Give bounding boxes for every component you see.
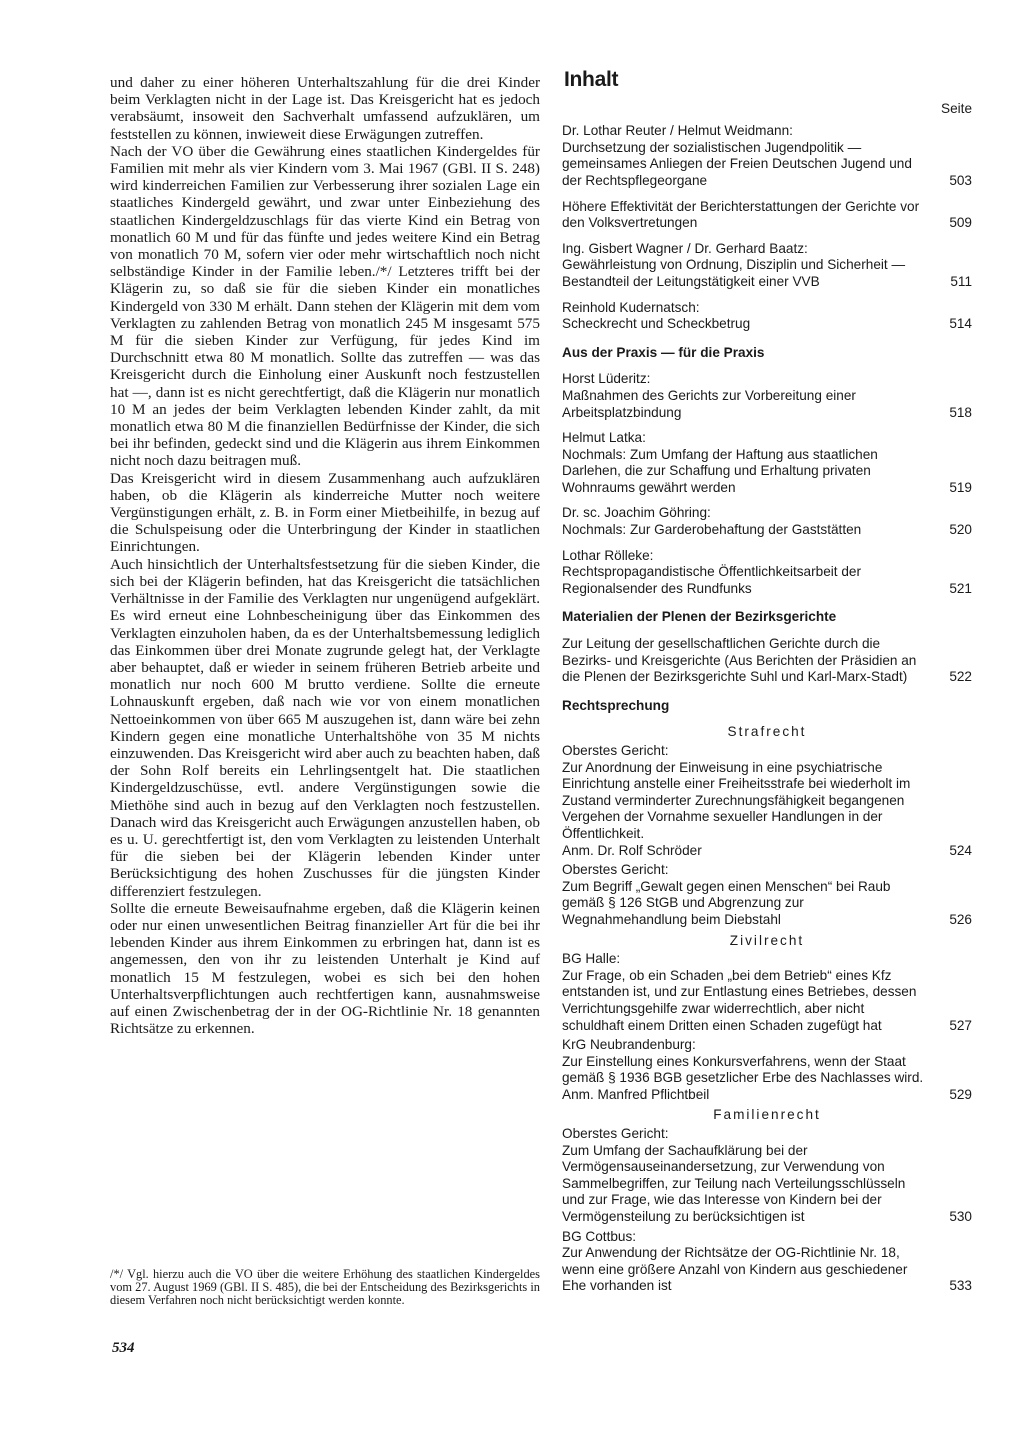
toc-section-heading: Rechtsprechung (562, 697, 670, 713)
footnote: /*/ Vgl. hierzu auch die VO über die weitere Erhöhung des staatlichen Kindergeldes vom 27. August 1969 (GBl. II S. 485), die bei der Entscheidung des Bezirksgerichts in diesem Verfahren noch nicht berücksichtigt werden konnte. (110, 1267, 540, 1308)
toc-page-number: 518 (949, 404, 972, 420)
toc-subsection-heading: Strafrecht (727, 724, 807, 740)
toc-page-number: 529 (949, 1086, 972, 1102)
toc-entry[interactable] (562, 743, 972, 859)
toc-entry[interactable] (562, 636, 972, 686)
toc-author: Helmut Latka: (562, 430, 646, 446)
toc-subsection-heading: Zivilrecht (729, 932, 805, 948)
toc-author: Horst Lüderitz: (562, 371, 651, 387)
toc-page-number: 533 (949, 1278, 972, 1294)
toc-entry[interactable] (562, 951, 972, 1034)
toc-entry-title: Rechtspropagandistische Öffentlichkeitsarbeit der Regionalsender des Rundfunks (562, 564, 861, 596)
toc-entry-title: Scheckrecht und Scheckbetrug (562, 316, 751, 332)
article-text-column (110, 74, 540, 1037)
toc-entry-title: Zur Leitung der gesellschaftlichen Gerichte durch die Bezirks- und Kreisgerichte (Aus Berichten der Präsidien an die Plenen der Bezirksgerichte Suhl und Karl-Marx-Stadt) (562, 636, 917, 685)
toc-entry-title: Zur Frage, ob ein Schaden „bei dem Betrieb“ eines Kfz entstanden ist, und zur Entlastung eines Betriebes, dessen Verrichtungsgehilfe zwar widerrechtlich, aber nicht schuldhaft einem Dritten einen Schaden zugefügt hat (562, 967, 917, 1033)
toc-section-heading: Aus der Praxis — für die Praxis (562, 344, 765, 360)
toc-page-number: 503 (949, 172, 972, 188)
toc-author: Lothar Rölleke: (562, 547, 654, 563)
paragraph: Auch hinsichtlich der Unterhaltsfestsetzung für die sieben Kinder, die sich bei der Klägerin befinden, hat das Kreisgericht die tatsächlichen Verhältnisse in der Familie des Verklagten nur ungenügend aufgeklärt. Es wird erneut eine Lohnbescheinigung über das Einkommen des Verklagten einzuholen haben, da es der Unterhaltsbemessung lediglich das Einkommen über drei Monate zugrunde gelegt hat, der Verklagte aber behauptet, daß er wieder in seinem früheren Betrieb arbeite und monatlich nur noch 600 M brutto verdiene. Sollte die erneute Lohnauskunft ergeben, daß nach wie vor von einem monatlichen Nettoeinkommen von über 665 M auszugehen ist, dann wäre bei zehn Kindern gegen eine monatliche Unterhaltshöhe von 35 M nichts einzuwenden. Das Kreisgericht wird aber auch zu beachten haben, daß der Sohn Rolf bereits ein Lehrlingsentgelt hat. Die staatlichen Kindergeldzuschüsse, evtl. andere Vergünstigungen sowie die Miethöhe sind auch in bezug auf den Verklagten noch festzustellen. Danach wird das Kreisgericht auch Erwägungen anzustellen haben, ob es u. U. gerechtfertigt ist, den vom Verklagten zu leistenden Unterhalt für die sieben bei der Klägerin lebenden Kinder unter Berücksichtigung des hohen Zuschusses für die jüngsten Kinder differenziert festzulegen. (110, 555, 540, 900)
toc-entry[interactable] (562, 1037, 972, 1103)
toc-annotation: Anm. Dr. Rolf Schröder (562, 842, 702, 858)
toc-court: Oberstes Gericht: (562, 1126, 669, 1142)
toc-entry[interactable] (562, 862, 972, 928)
toc-entry-title: Nochmals: Zum Umfang der Haftung aus staatlichen Darlehen, die zur Schaffung und Erhaltung privaten Wohnraums gewährt werden (562, 446, 878, 495)
toc-entry[interactable] (562, 300, 972, 333)
table-of-contents (562, 68, 972, 1298)
toc-author: Ing. Gisbert Wagner / Dr. Gerhard Baatz: (562, 240, 808, 256)
toc-entry[interactable] (562, 548, 972, 598)
toc-annotation: Anm. Manfred Pflichtbeil (562, 1086, 710, 1102)
toc-court: BG Cottbus: (562, 1228, 637, 1244)
page-number: 534 (112, 1340, 135, 1356)
toc-court: Oberstes Gericht: (562, 743, 669, 758)
toc-entry-title: Durchsetzung der sozialistischen Jugendpolitik — gemeinsames Anliegen der Freien Deutschen Jugend und der Rechtspflegeorgane (562, 139, 912, 188)
toc-page-number: 519 (949, 479, 972, 495)
toc-entry[interactable] (562, 1229, 972, 1295)
paragraph: Nach der VO über die Gewährung eines staatlichen Kindergeldes für Familien mit mehr als vier Kindern vom 3. Mai 1967 (GBl. II S. 248) wird kinderreichen Familien zur Verbesserung ihrer sozialen Lage ein staatliches Kindergeld gewährt, und zwar unter Einbeziehung des staatlichen Kindergeldzuschlags für das vierte Kind ein Betrag von monatlich 60 M und für das fünfte und jedes weitere Kind ein Betrag von monatlich 70 M, sofern vier oder mehr wirtschaftlich noch nicht selbständige Kinder in der Familie leben./*/ Letzteres trifft bei der Klägerin zu, so daß sie für die sieben Kinder ein monatliches Kindergeld von 330 M erhält. Dann stehen der Klägerin mit dem vom Verklagten zu zahlenden Betrag von monatlich 245 M insgesamt 575 M für die sieben Kinder zur Verfügung, für jedes Kind im Durchschnitt etwa 80 M monatlich. Sollte das zutreffen — was das Kreisgericht durch die Einholung einer Auskunft noch festzustellen hat —, dann ist es nicht gerechtfertigt, daß die Klägerin nur monatlich 10 M an jedes der beim Verklagten lebenden Kinder zahlt, da mit monatlich etwa 80 M die finanziellen Bedürfnisse der Kinder, die sich bei ihr befinden, gedeckt sind und die Klägerin aus ihrem Einkommen nicht noch dazu beitragen muß. (110, 142, 540, 470)
toc-entry[interactable] (562, 1126, 972, 1226)
paragraph: Das Kreisgericht wird in diesem Zusammenhang auch aufzuklären haben, ob die Klägerin als kinderreiche Mutter noch weitere Vergünstigungen erhält, z. B. in Form einer Mietbeihilfe, in bezug auf die Schulspeisung oder die Unterbringung der Kinder in staatlichen Einrichtungen. (110, 469, 540, 556)
toc-entry[interactable] (562, 241, 972, 291)
toc-page-number: 509 (949, 215, 972, 231)
toc-author: Reinhold Kudernatsch: (562, 299, 700, 315)
toc-entry-title: Gewährleistung von Ordnung, Disziplin und Sicherheit — Bestandteil der Leitungstätigkeit einer VVB (562, 257, 906, 289)
toc-entry-title: Zur Einstellung eines Konkursverfahrens, wenn der Staat gemäß § 1936 BGB gesetzlicher Erbe des Nachlasses wird. (562, 1053, 924, 1086)
toc-page-number: 522 (949, 669, 972, 685)
toc-page-number: 521 (949, 580, 972, 596)
toc-page-number: 527 (949, 1017, 972, 1033)
toc-entry[interactable] (562, 199, 972, 232)
page-column-label: Seite (941, 100, 972, 116)
toc-entry-title: Nochmals: Zur Garderobehaftung der Gaststätten (562, 522, 862, 538)
toc-entry[interactable] (562, 430, 972, 496)
toc-entry-title: Zur Anordnung der Einweisung in eine psychiatrische Einrichtung anstelle einer Freiheitsstrafe bei wiederholt im Zustand verminderter Zurechnungsfähigkeit begangenen Vergehen der Vornahme sexueller Handlungen in der Öffentlichkeit. (562, 759, 911, 841)
toc-subsection-heading: Familienrecht (713, 1107, 821, 1123)
toc-page-number: 514 (949, 316, 972, 332)
toc-entry[interactable] (562, 505, 972, 538)
toc-entry-title: Maßnahmen des Gerichts zur Vorbereitung einer Arbeitsplatzbindung (562, 387, 856, 420)
toc-page-number: 511 (950, 273, 972, 289)
toc-author: Dr. sc. Joachim Göhring: (562, 505, 711, 521)
paragraph: Sollte die erneute Beweisaufnahme ergeben, daß die Klägerin keinen oder nur einen unwesentlichen Beitrag finanzieller Art für die bei ihr lebenden Kinder aus ihrem Einkommen zu erbringen hat, dann ist es angemessen, den von ihr zu leistenden Unterhalt je Kind auf monatlich 15 M festzulegen, wobei es sich bei den hohen Unterhaltsverpflichtungen auch rechtfertigen kann, ausnahmsweise auf einen Zwischenbetrag der in der OG-Richtlinie Nr. 18 genannten Richtsätze zu erkennen. (110, 899, 540, 1038)
toc-title: Inhalt (564, 68, 619, 91)
toc-section-heading: Materialien der Plenen der Bezirksgerichte (562, 609, 837, 625)
toc-entry-title: Zum Begriff „Gewalt gegen einen Menschen“ bei Raub gemäß § 126 StGB und Abgrenzung zur Wegnahmehandlung beim Diebstahl (562, 878, 891, 927)
toc-court: BG Halle: (562, 951, 621, 967)
toc-page-number: 520 (949, 522, 972, 538)
toc-author: Dr. Lothar Reuter / Helmut Weidmann: (562, 123, 793, 139)
toc-entry-title: Zum Umfang der Sachaufklärung bei der Vermögensauseinandersetzung, zur Verwendung von Sammelbegriffen, zur Teilung nach Verteilungsschlüsseln und zur Frage, wie das Interesse von Kindern bei der Vermögensteilung zu berücksichtigen ist (562, 1142, 906, 1225)
toc-entry-title: Höhere Effektivität der Berichterstattungen der Gerichte vor den Volksvertretungen (562, 198, 920, 231)
toc-entry[interactable] (562, 371, 972, 421)
toc-page-number: 526 (949, 911, 972, 927)
toc-entry[interactable] (562, 123, 972, 189)
toc-page-number: 530 (949, 1209, 972, 1225)
toc-entry-title: Zur Anwendung der Richtsätze der OG-Richtlinie Nr. 18, wenn eine größere Anzahl von Kindern aus geschiedener Ehe vorhanden ist (562, 1245, 908, 1294)
toc-court: KrG Neubrandenburg: (562, 1037, 696, 1053)
paragraph: und daher zu einer höheren Unterhaltszahlung für die drei Kinder beim Verklagten nicht in der Lage ist. Das Kreisgericht hat es jedoch verabsäumt, insoweit den Sachverhalt umfassend aufzuklären, um feststellen zu können, inwieweit diese Erwägungen zutreffen. (110, 74, 540, 143)
toc-court: Oberstes Gericht: (562, 862, 669, 878)
toc-page-number: 524 (949, 842, 972, 858)
